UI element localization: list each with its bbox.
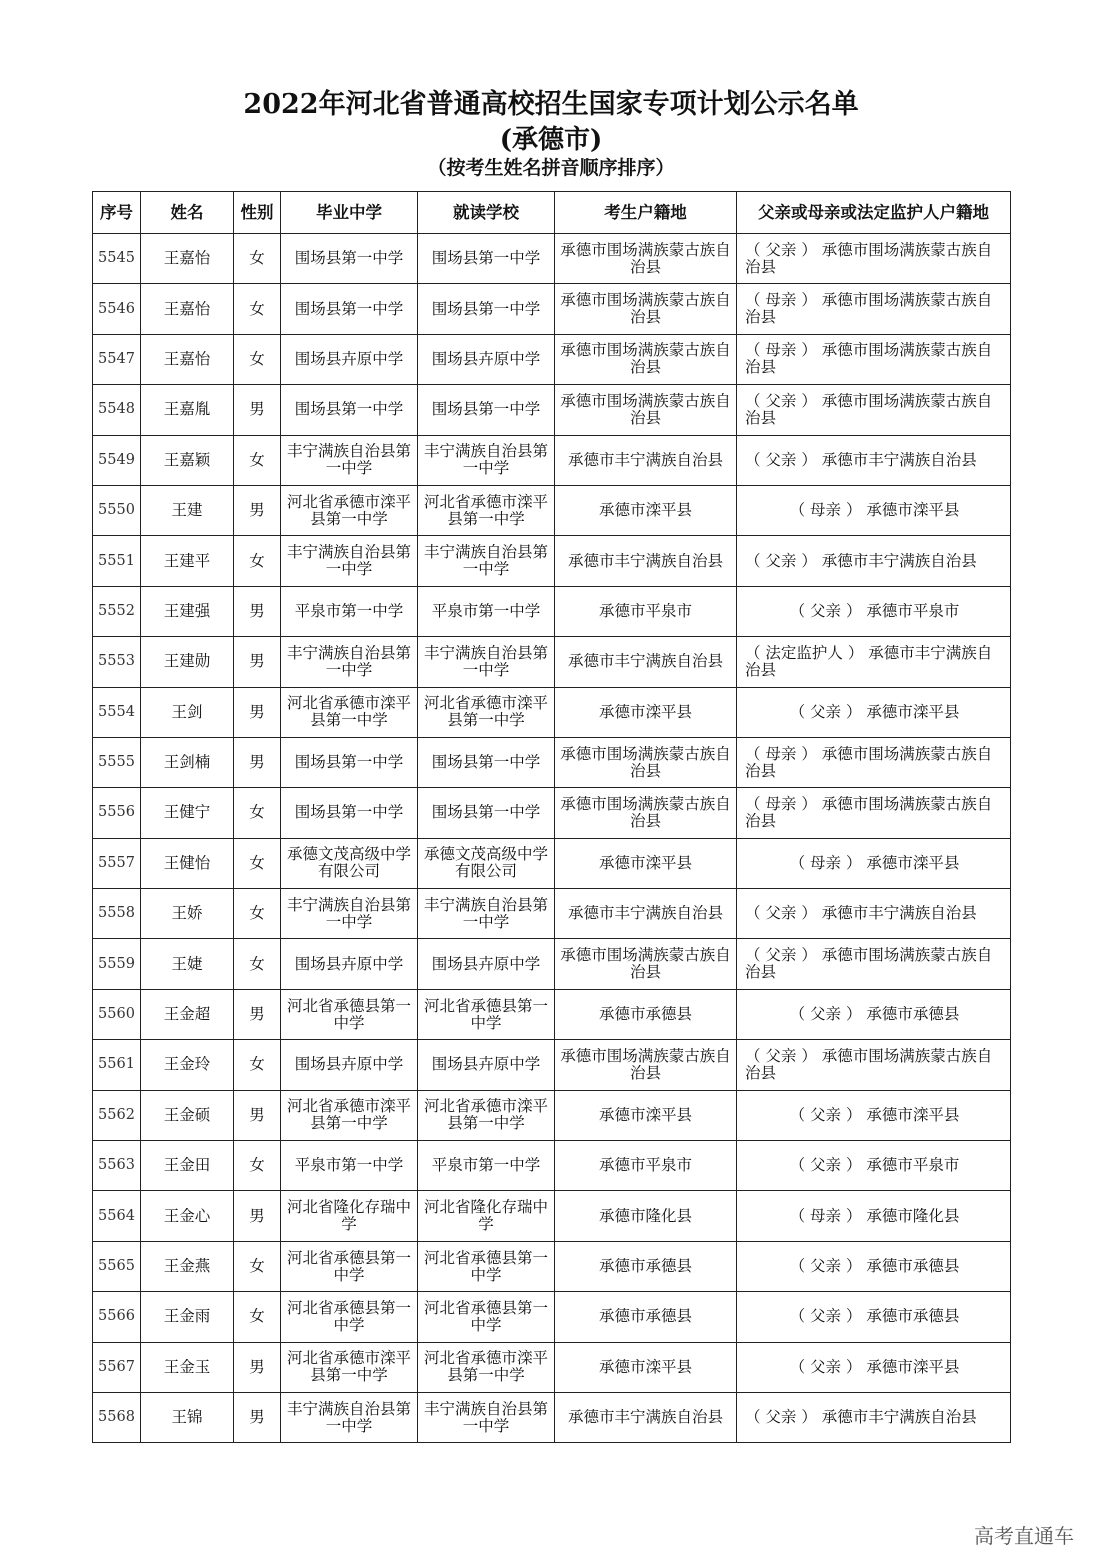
cell-parent-household: （ 父亲 ） 承德市丰宁满族自治县	[737, 1392, 1011, 1442]
cell-name: 王建	[141, 485, 234, 535]
cell-household: 承德市平泉市	[555, 1141, 737, 1191]
cell-grad-school: 围场县第一中学	[281, 284, 418, 334]
cell-household: 承德市滦平县	[555, 1342, 737, 1392]
cell-parent-household: （ 母亲 ） 承德市围场满族蒙古族自治县	[737, 788, 1011, 838]
cell-study-school: 丰宁满族自治县第一中学	[418, 637, 555, 687]
table-row	[93, 1040, 1011, 1090]
cell-seq: 5556	[93, 788, 141, 838]
cell-name: 王金玉	[141, 1342, 234, 1392]
cell-household: 承德市围场满族蒙古族自治县	[555, 234, 737, 284]
cell-gender: 男	[234, 1392, 281, 1442]
cell-name: 王嘉颖	[141, 435, 234, 485]
table-row	[93, 334, 1011, 384]
cell-study-school: 围场县卉原中学	[418, 939, 555, 989]
table-row	[93, 284, 1011, 334]
cell-seq: 5548	[93, 385, 141, 435]
cell-gender: 男	[234, 1342, 281, 1392]
table-row	[93, 838, 1011, 888]
cell-household: 承德市滦平县	[555, 687, 737, 737]
table-row	[93, 1342, 1011, 1392]
cell-parent-household: （ 父亲 ） 承德市围场满族蒙古族自治县	[737, 1040, 1011, 1090]
cell-grad-school: 河北省承德市滦平县第一中学	[281, 1090, 418, 1140]
table-row	[93, 1241, 1011, 1291]
cell-parent-household: （ 父亲 ） 承德市滦平县	[737, 1090, 1011, 1140]
cell-parent-household: （ 法定监护人 ） 承德市丰宁满族自治县	[737, 637, 1011, 687]
cell-household: 承德市承德县	[555, 1241, 737, 1291]
cell-gender: 女	[234, 234, 281, 284]
cell-parent-household: （ 父亲 ） 承德市滦平县	[737, 1342, 1011, 1392]
header-gender: 性别	[234, 192, 281, 234]
cell-seq: 5550	[93, 485, 141, 535]
cell-parent-household: （ 母亲 ） 承德市隆化县	[737, 1191, 1011, 1241]
table-row	[93, 485, 1011, 535]
cell-household: 承德市平泉市	[555, 586, 737, 636]
cell-seq: 5546	[93, 284, 141, 334]
cell-grad-school: 河北省承德县第一中学	[281, 1241, 418, 1291]
cell-gender: 男	[234, 385, 281, 435]
table-row	[93, 586, 1011, 636]
cell-study-school: 河北省承德市滦平县第一中学	[418, 485, 555, 535]
cell-gender: 女	[234, 788, 281, 838]
cell-seq: 5568	[93, 1392, 141, 1442]
table-row	[93, 637, 1011, 687]
cell-grad-school: 平泉市第一中学	[281, 586, 418, 636]
cell-grad-school: 丰宁满族自治县第一中学	[281, 435, 418, 485]
cell-name: 王嘉怡	[141, 334, 234, 384]
cell-name: 王金硕	[141, 1090, 234, 1140]
cell-study-school: 围场县卉原中学	[418, 1040, 555, 1090]
cell-study-school: 河北省承德市滦平县第一中学	[418, 687, 555, 737]
watermark-text: 高考直通车	[974, 1524, 1074, 1548]
cell-gender: 女	[234, 536, 281, 586]
cell-name: 王建强	[141, 586, 234, 636]
cell-name: 王建勋	[141, 637, 234, 687]
cell-seq: 5563	[93, 1141, 141, 1191]
cell-seq: 5558	[93, 889, 141, 939]
cell-seq: 5567	[93, 1342, 141, 1392]
cell-name: 王健宁	[141, 788, 234, 838]
cell-name: 王婕	[141, 939, 234, 989]
cell-parent-household: （ 父亲 ） 承德市平泉市	[737, 586, 1011, 636]
cell-name: 王金超	[141, 989, 234, 1039]
cell-gender: 女	[234, 1141, 281, 1191]
table-header-row	[93, 192, 1011, 234]
cell-household: 承德市围场满族蒙古族自治县	[555, 334, 737, 384]
table-row	[93, 1141, 1011, 1191]
cell-grad-school: 围场县卉原中学	[281, 1040, 418, 1090]
cell-seq: 5549	[93, 435, 141, 485]
cell-seq: 5557	[93, 838, 141, 888]
header-seq: 序号	[93, 192, 141, 234]
cell-name: 王建平	[141, 536, 234, 586]
cell-name: 王锦	[141, 1392, 234, 1442]
cell-gender: 男	[234, 737, 281, 787]
cell-seq: 5565	[93, 1241, 141, 1291]
cell-study-school: 河北省承德县第一中学	[418, 989, 555, 1039]
cell-grad-school: 平泉市第一中学	[281, 1141, 418, 1191]
header-grad-school: 毕业中学	[281, 192, 418, 234]
table-row	[93, 788, 1011, 838]
cell-study-school: 丰宁满族自治县第一中学	[418, 435, 555, 485]
cell-household: 承德市围场满族蒙古族自治县	[555, 385, 737, 435]
cell-seq: 5564	[93, 1191, 141, 1241]
cell-household: 承德市围场满族蒙古族自治县	[555, 1040, 737, 1090]
cell-seq: 5566	[93, 1292, 141, 1342]
cell-name: 王剑	[141, 687, 234, 737]
cell-seq: 5545	[93, 234, 141, 284]
cell-study-school: 围场县第一中学	[418, 788, 555, 838]
sort-note: （按考生姓名拼音顺序排序）	[427, 157, 675, 179]
header-parent-household: 父亲或母亲或法定监护人户籍地	[737, 192, 1011, 234]
cell-name: 王娇	[141, 889, 234, 939]
cell-grad-school: 丰宁满族自治县第一中学	[281, 1392, 418, 1442]
cell-name: 王健怡	[141, 838, 234, 888]
cell-name: 王剑楠	[141, 737, 234, 787]
cell-name: 王金田	[141, 1141, 234, 1191]
cell-parent-household: （ 父亲 ） 承德市丰宁满族自治县	[737, 536, 1011, 586]
cell-household: 承德市围场满族蒙古族自治县	[555, 737, 737, 787]
table-row	[93, 1191, 1011, 1241]
cell-seq: 5555	[93, 737, 141, 787]
cell-grad-school: 围场县卉原中学	[281, 939, 418, 989]
cell-parent-household: （ 父亲 ） 承德市围场满族蒙古族自治县	[737, 385, 1011, 435]
cell-study-school: 丰宁满族自治县第一中学	[418, 536, 555, 586]
table-row	[93, 939, 1011, 989]
cell-gender: 女	[234, 838, 281, 888]
cell-household: 承德市丰宁满族自治县	[555, 889, 737, 939]
cell-gender: 女	[234, 435, 281, 485]
cell-seq: 5560	[93, 989, 141, 1039]
cell-study-school: 平泉市第一中学	[418, 1141, 555, 1191]
cell-grad-school: 河北省隆化存瑞中学	[281, 1191, 418, 1241]
cell-household: 承德市承德县	[555, 989, 737, 1039]
cell-grad-school: 丰宁满族自治县第一中学	[281, 536, 418, 586]
cell-household: 承德市滦平县	[555, 1090, 737, 1140]
table-row	[93, 989, 1011, 1039]
cell-household: 承德市隆化县	[555, 1191, 737, 1241]
cell-name: 王嘉怡	[141, 234, 234, 284]
cell-grad-school: 河北省承德市滦平县第一中学	[281, 485, 418, 535]
cell-household: 承德市丰宁满族自治县	[555, 536, 737, 586]
cell-gender: 女	[234, 334, 281, 384]
cell-parent-household: （ 父亲 ） 承德市丰宁满族自治县	[737, 435, 1011, 485]
cell-study-school: 河北省承德县第一中学	[418, 1292, 555, 1342]
cell-gender: 男	[234, 687, 281, 737]
cell-seq: 5547	[93, 334, 141, 384]
cell-household: 承德市滦平县	[555, 485, 737, 535]
cell-household: 承德市围场满族蒙古族自治县	[555, 788, 737, 838]
cell-household: 承德市丰宁满族自治县	[555, 637, 737, 687]
cell-name: 王金燕	[141, 1241, 234, 1291]
cell-household: 承德市丰宁满族自治县	[555, 435, 737, 485]
cell-grad-school: 河北省承德市滦平县第一中学	[281, 687, 418, 737]
cell-parent-household: （ 母亲 ） 承德市围场满族蒙古族自治县	[737, 334, 1011, 384]
cell-parent-household: （ 母亲 ） 承德市滦平县	[737, 838, 1011, 888]
cell-study-school: 承德文茂高级中学有限公司	[418, 838, 555, 888]
cell-grad-school: 围场县第一中学	[281, 737, 418, 787]
cell-household: 承德市丰宁满族自治县	[555, 1392, 737, 1442]
cell-parent-household: （ 母亲 ） 承德市围场满族蒙古族自治县	[737, 284, 1011, 334]
cell-grad-school: 围场县第一中学	[281, 788, 418, 838]
cell-parent-household: （ 父亲 ） 承德市围场满族蒙古族自治县	[737, 234, 1011, 284]
cell-grad-school: 丰宁满族自治县第一中学	[281, 637, 418, 687]
table-row	[93, 234, 1011, 284]
cell-name: 王金心	[141, 1191, 234, 1241]
cell-study-school: 围场县第一中学	[418, 737, 555, 787]
cell-gender: 女	[234, 939, 281, 989]
cell-household: 承德市滦平县	[555, 838, 737, 888]
cell-study-school: 河北省承德县第一中学	[418, 1241, 555, 1291]
cell-parent-household: （ 父亲 ） 承德市承德县	[737, 989, 1011, 1039]
cell-gender: 男	[234, 1191, 281, 1241]
cell-seq: 5553	[93, 637, 141, 687]
document-title: 2022年河北省普通高校招生国家专项计划公示名单	[243, 89, 859, 120]
cell-gender: 男	[234, 586, 281, 636]
cell-grad-school: 丰宁满族自治县第一中学	[281, 889, 418, 939]
table-row	[93, 889, 1011, 939]
table-row	[93, 435, 1011, 485]
cell-gender: 女	[234, 889, 281, 939]
cell-name: 王嘉胤	[141, 385, 234, 435]
table-row	[93, 687, 1011, 737]
cell-grad-school: 围场县第一中学	[281, 234, 418, 284]
cell-gender: 女	[234, 1040, 281, 1090]
cell-study-school: 丰宁满族自治县第一中学	[418, 1392, 555, 1442]
cell-parent-household: （ 母亲 ） 承德市滦平县	[737, 485, 1011, 535]
cell-parent-household: （ 母亲 ） 承德市围场满族蒙古族自治县	[737, 737, 1011, 787]
table-row	[93, 536, 1011, 586]
cell-gender: 女	[234, 284, 281, 334]
cell-grad-school: 河北省承德县第一中学	[281, 1292, 418, 1342]
header-name: 姓名	[141, 192, 234, 234]
table-row	[93, 1392, 1011, 1442]
cell-grad-school: 承德文茂高级中学有限公司	[281, 838, 418, 888]
cell-name: 王金雨	[141, 1292, 234, 1342]
cell-study-school: 河北省承德市滦平县第一中学	[418, 1342, 555, 1392]
cell-parent-household: （ 父亲 ） 承德市围场满族蒙古族自治县	[737, 939, 1011, 989]
cell-seq: 5559	[93, 939, 141, 989]
cell-household: 承德市承德县	[555, 1292, 737, 1342]
cell-parent-household: （ 父亲 ） 承德市承德县	[737, 1292, 1011, 1342]
cell-parent-household: （ 父亲 ） 承德市丰宁满族自治县	[737, 889, 1011, 939]
cell-seq: 5551	[93, 536, 141, 586]
cell-study-school: 丰宁满族自治县第一中学	[418, 889, 555, 939]
cell-gender: 女	[234, 1241, 281, 1291]
cell-parent-household: （ 父亲 ） 承德市平泉市	[737, 1141, 1011, 1191]
cell-study-school: 围场县卉原中学	[418, 334, 555, 384]
cell-parent-household: （ 父亲 ） 承德市滦平县	[737, 687, 1011, 737]
header-household: 考生户籍地	[555, 192, 737, 234]
table-row	[93, 385, 1011, 435]
table-row	[93, 737, 1011, 787]
cell-gender: 男	[234, 989, 281, 1039]
cell-household: 承德市围场满族蒙古族自治县	[555, 939, 737, 989]
table-row	[93, 1292, 1011, 1342]
cell-name: 王金玲	[141, 1040, 234, 1090]
cell-study-school: 河北省隆化存瑞中学	[418, 1191, 555, 1241]
cell-gender: 男	[234, 1090, 281, 1140]
cell-study-school: 平泉市第一中学	[418, 586, 555, 636]
cell-study-school: 围场县第一中学	[418, 284, 555, 334]
cell-parent-household: （ 父亲 ） 承德市承德县	[737, 1241, 1011, 1291]
cell-seq: 5561	[93, 1040, 141, 1090]
cell-grad-school: 围场县卉原中学	[281, 334, 418, 384]
roster-table	[92, 191, 1011, 1443]
cell-study-school: 围场县第一中学	[418, 234, 555, 284]
cell-grad-school: 河北省承德县第一中学	[281, 989, 418, 1039]
cell-household: 承德市围场满族蒙古族自治县	[555, 284, 737, 334]
cell-gender: 男	[234, 485, 281, 535]
header-study-school: 就读学校	[418, 192, 555, 234]
document-subtitle: (承德市)	[499, 125, 603, 155]
cell-seq: 5552	[93, 586, 141, 636]
cell-seq: 5554	[93, 687, 141, 737]
cell-name: 王嘉怡	[141, 284, 234, 334]
cell-study-school: 河北省承德市滦平县第一中学	[418, 1090, 555, 1140]
cell-grad-school: 围场县第一中学	[281, 385, 418, 435]
cell-gender: 女	[234, 1292, 281, 1342]
cell-gender: 男	[234, 637, 281, 687]
cell-seq: 5562	[93, 1090, 141, 1140]
cell-grad-school: 河北省承德市滦平县第一中学	[281, 1342, 418, 1392]
table-row	[93, 1090, 1011, 1140]
cell-study-school: 围场县第一中学	[418, 385, 555, 435]
